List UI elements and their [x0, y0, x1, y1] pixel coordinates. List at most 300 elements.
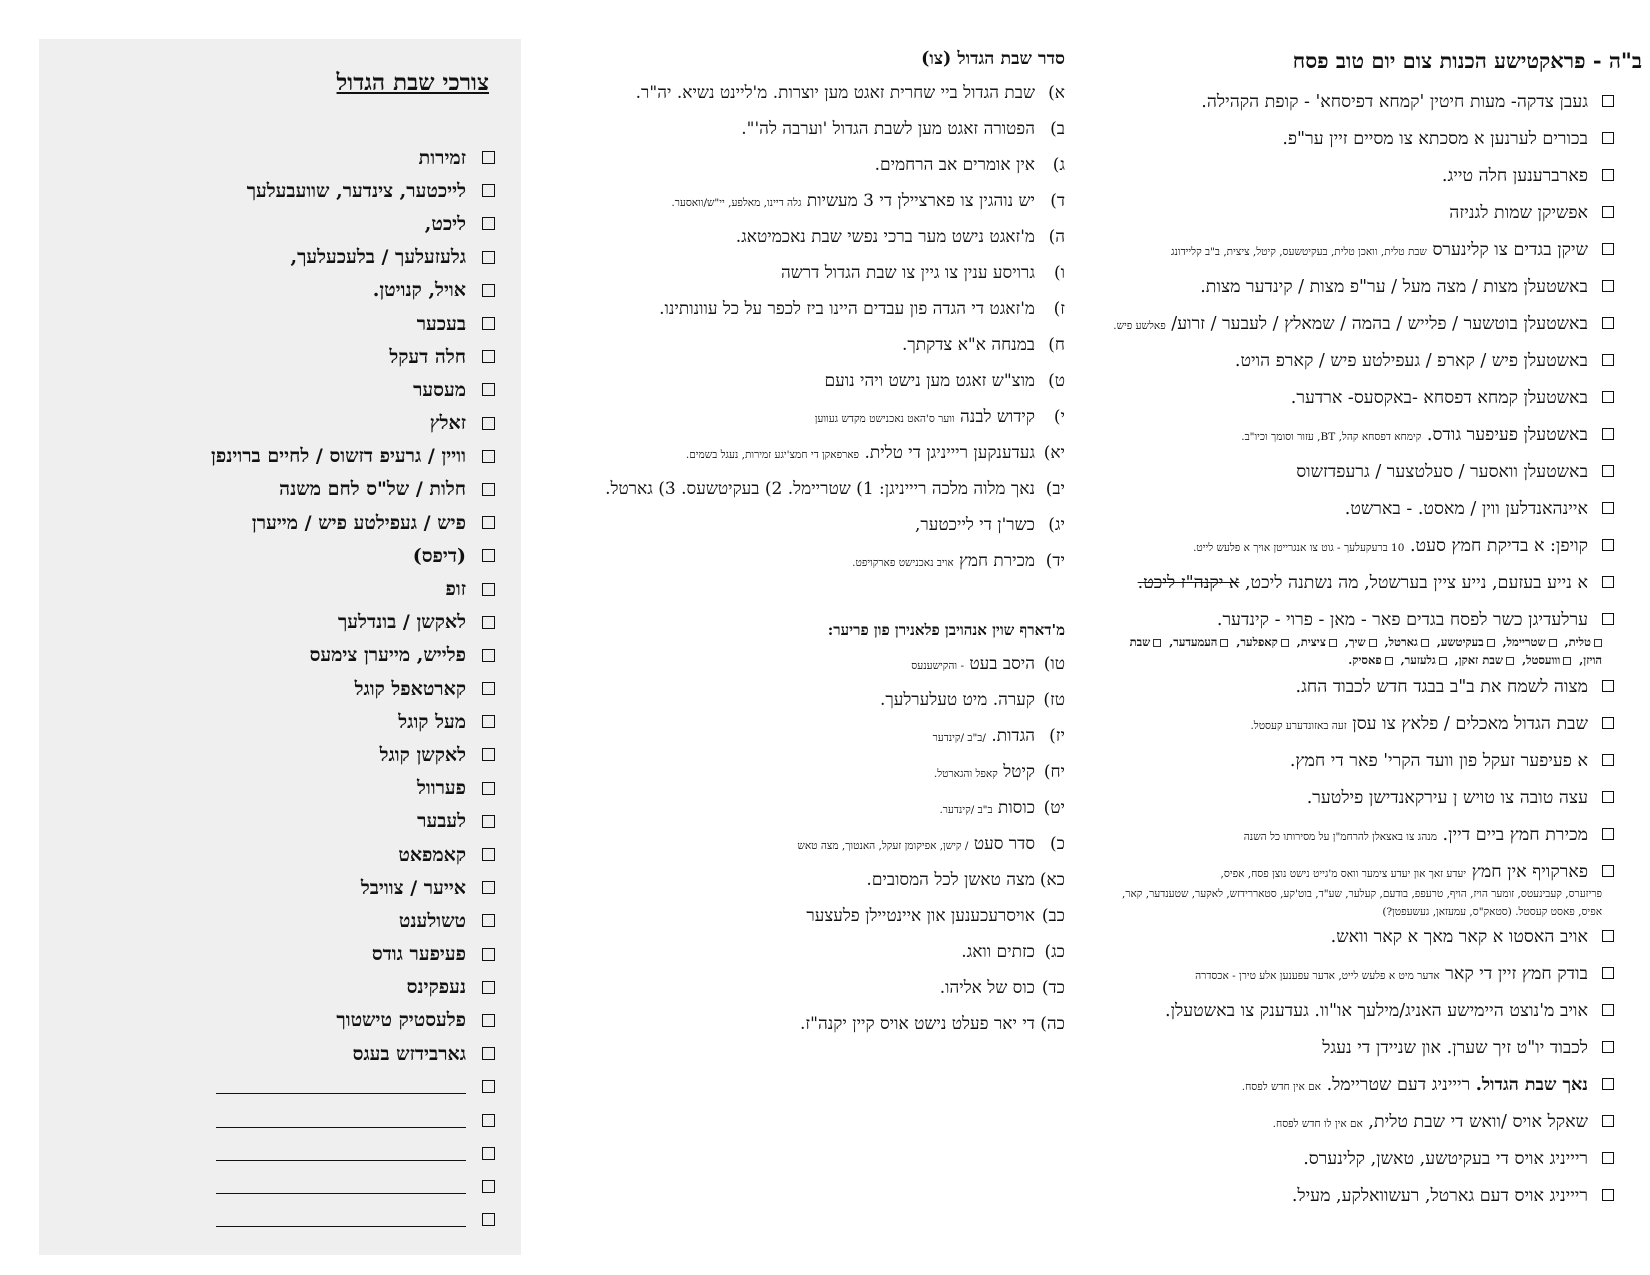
checklist-item: [1082, 129, 1642, 166]
order-item: [585, 1014, 1065, 1050]
checklist-item-text: מכירת חמץ ביים דיין. מנהג צו באצאלן להרחמ"ן על מסירותו כל השנה: [1243, 825, 1588, 845]
needs-item: [211, 141, 495, 174]
checkbox[interactable]: [1594, 639, 1602, 647]
checkbox[interactable]: [1385, 657, 1393, 665]
item-text: קידוש לבנה ווער ס'האט נאכנישט מקדש געווען: [814, 407, 1035, 427]
checklist-item-text: באשטעלן מצות / מצה מעל / ער"פ מצות / קינדער מצות.: [1200, 277, 1588, 297]
preparations-checklist: [1082, 92, 1642, 1223]
checkbox[interactable]: [482, 1147, 495, 1160]
needs-item: [211, 207, 495, 240]
checkbox[interactable]: [482, 948, 495, 961]
checkbox[interactable]: [1421, 639, 1429, 647]
item-text: מוצ"ש זאגט מען נישט ויהי נועם: [824, 371, 1035, 391]
needs-item: [211, 340, 495, 373]
order-item: [585, 227, 1065, 263]
item-note: זעה באזונדערע קעסטל.: [1250, 720, 1347, 732]
needs-item: [211, 805, 495, 838]
checklist-item: [1082, 788, 1642, 825]
checklist-item-text: שאקל אויס /וואש די שבת טלית, אם אין לו חדש לפסח.: [1272, 1112, 1588, 1132]
checkbox[interactable]: [482, 251, 495, 264]
checkbox[interactable]: [1602, 1189, 1614, 1201]
item-note: קאפל והגארטל.: [933, 768, 998, 780]
item-note: - והקישענעס: [911, 660, 964, 672]
item-note: קימחא דפסחא קהל, BT, עזור וסומך וכיו"ב.: [1241, 431, 1422, 443]
checklist-item-text: אויב מ'נוצט היימישע האניג/מילעך או"וו. געדענק צו באשטעלן.: [1165, 1001, 1588, 1021]
checklist-item: [1082, 1112, 1642, 1149]
checklist-item: [1082, 314, 1642, 351]
checkbox[interactable]: [1602, 280, 1614, 292]
item-label: יב): [1045, 479, 1065, 499]
clothing-item: שבת הויזן,: [1129, 635, 1602, 667]
needs-item-text: קארטאפל קוגל: [354, 677, 466, 700]
checkbox[interactable]: [1602, 428, 1614, 440]
item-text: במנחה א"א צדקתך.: [902, 335, 1035, 355]
item-text: קיטל קאפל והגארטל.: [933, 762, 1035, 782]
checklist-item: [1082, 1075, 1642, 1112]
item-text: קערה. מיט טעלערלעך.: [879, 690, 1035, 710]
checkbox[interactable]: [482, 317, 495, 330]
checklist-item-text: עצה טובה צו טויש ן עירקאנדישן פילטער.: [1306, 788, 1588, 808]
checklist-item: [1082, 751, 1642, 788]
item-label: כד): [1041, 978, 1065, 998]
checkbox[interactable]: [482, 516, 495, 529]
clothing-item: העמעדער,: [1169, 635, 1218, 649]
needs-item: [211, 971, 495, 1004]
order-item: [585, 515, 1065, 551]
item-label: יא): [1043, 443, 1065, 463]
item-text: אויסרעכענען און איינטיילן פלעצער: [806, 906, 1035, 926]
checkbox[interactable]: [482, 848, 495, 861]
checklist-item: [1082, 351, 1642, 388]
item-text: אין אומרים אב הרחמים.: [874, 155, 1035, 175]
item-text: כוסות ב"ב /קינדער.: [939, 798, 1035, 818]
item-label: ד): [1050, 191, 1065, 211]
needs-item-text: פלעסטיק טישטוך: [336, 1009, 466, 1032]
needs-item: [211, 639, 495, 672]
order-item: [585, 870, 1065, 906]
order-item: [585, 726, 1065, 762]
checkbox[interactable]: [482, 1180, 495, 1193]
needs-item: [211, 672, 495, 705]
checklist-item-text: באשטעלן פיש / קארפ / געפילטע פיש / קארפ הויט.: [1234, 351, 1588, 371]
checkbox[interactable]: [482, 350, 495, 363]
item-label: י): [1053, 407, 1065, 427]
needs-item: [211, 705, 495, 738]
blank-line[interactable]: [216, 1212, 466, 1227]
checklist-item: [1082, 825, 1642, 862]
checkbox[interactable]: [482, 284, 495, 297]
order-list: [585, 83, 1065, 587]
order-item: [585, 119, 1065, 155]
checkbox[interactable]: [482, 815, 495, 828]
item-note: פארפאקן די חמצ'יגע זמירות, נעגל בשמים.: [685, 449, 860, 461]
checkbox[interactable]: [1439, 657, 1447, 665]
item-note: פאלשע פיש.: [1113, 320, 1166, 332]
checklist-item-text: ריייניג אויס דעם גארטל, רעשוואלקע, מעיל.: [1291, 1186, 1588, 1206]
item-text: כזתים וואג.: [961, 942, 1035, 962]
clothing-item: ווועסטל,: [1522, 653, 1561, 667]
needs-item-text: מעסער: [413, 378, 466, 401]
needs-item: [211, 772, 495, 805]
item-text: כוס של אליהו.: [939, 978, 1035, 998]
item-note: יעדע זאך און יעדע צימער וואס מ'גייט נישט נוצן פסח, אפיס,: [1220, 868, 1467, 880]
checklist-item: [1082, 92, 1642, 129]
plan-ahead-title: מ'דארף שוין אנהויבן פלאנירן פון פריער:: [827, 621, 1065, 639]
checkbox[interactable]: [482, 483, 495, 496]
needs-item: [211, 938, 495, 971]
item-text: הפטורה זאגט מען לשבת הגדול 'וערבה לה'".: [741, 119, 1035, 139]
clothing-sublist: [1102, 633, 1642, 677]
checkbox[interactable]: [1602, 132, 1614, 144]
checklist-item: [1082, 964, 1642, 1001]
needs-item-text: פערוול: [416, 777, 466, 800]
checkbox[interactable]: [1602, 791, 1614, 803]
checkbox[interactable]: [482, 151, 495, 164]
needs-item-text: חלות / של"ס לחם משנה: [279, 478, 466, 501]
item-label: כב): [1041, 906, 1065, 926]
checklist-item-text: פארקויף אין חמץ יעדע זאך און יעדע צימער וואס מ'גייט נישט נוצן פסח, אפיס,: [1220, 862, 1588, 882]
checkbox[interactable]: [482, 715, 495, 728]
needs-item: [211, 572, 495, 605]
blank-line[interactable]: [216, 1179, 466, 1194]
order-item: [585, 798, 1065, 834]
item-note: 10 ברעקעלעך - גוט צו אנגרייטן אויך א פלעש לייט.: [1193, 542, 1405, 554]
clothing-item: גארטל,: [1384, 635, 1418, 649]
checklist-item-text: ריייניג אויס די בעקיטשע, טאשן, קלינערס.: [1303, 1149, 1588, 1169]
blank-needs-item: [211, 1070, 495, 1103]
needs-item-text: טשולענט: [398, 909, 466, 932]
item-text: יש נוהגין צו פארציילן די 3 מעשיות גלה דיינו, מאלפע, יי"ש/וואסער.: [671, 191, 1035, 211]
needs-item: [211, 307, 495, 340]
item-label: יח): [1043, 762, 1065, 782]
needs-item-text: לייכטער, צינדער, שוועבעלעך: [246, 179, 466, 202]
item-text: מ'זאגט די הגדה פון עבדים היינו ביז לכפר על כל עוונותינו.: [659, 299, 1035, 319]
needs-item-text: נעפקינס: [406, 976, 466, 999]
checkbox[interactable]: [1602, 680, 1614, 692]
order-item: [585, 155, 1065, 191]
order-item: [585, 443, 1065, 479]
checklist-item-text: נאך שבת הגדול. ריייניג דעם שטריימל. אם אין חדש לפסח.: [1241, 1075, 1588, 1095]
order-item: [585, 407, 1065, 443]
item-text: הגדות. /ב"ב /קינדער: [932, 726, 1035, 746]
item-label: ז): [1053, 299, 1065, 319]
item-label: יג): [1048, 515, 1065, 535]
checkbox[interactable]: [482, 649, 495, 662]
needs-item: [211, 539, 495, 572]
checkbox[interactable]: [482, 450, 495, 463]
item-note: מנהג צו באצאלן להרחמ"ן על מסירותו כל השנה: [1243, 831, 1437, 843]
clothing-item: פאסיק.: [1348, 653, 1382, 667]
middle-column-title: סדר שבת הגדול (צו): [921, 49, 1065, 69]
item-note: ווער ס'האט נאכנישט מקדש געווען: [814, 413, 955, 425]
checkbox[interactable]: [482, 981, 495, 994]
item-label: א): [1048, 83, 1065, 103]
checkbox[interactable]: [1281, 639, 1289, 647]
item-text: מ'זאגט נישט מער ברכי נפשי שבת נאכמיטאג.: [735, 227, 1035, 247]
order-item: [585, 942, 1065, 978]
checkbox[interactable]: [1220, 639, 1228, 647]
needs-item-text: אייער / צוויבל: [360, 876, 466, 899]
item-text: כשר'ן די לייכטער,: [915, 515, 1035, 535]
checklist-item-text: ערלעדיגן כשר לפסח בגדים פאר - מאן - פרוי - קינדער.: [1216, 610, 1588, 630]
needs-item-text: לאקשן / בונדלעך: [337, 611, 466, 634]
clothing-item: שיך,: [1344, 635, 1366, 649]
blank-needs-item: [211, 1203, 495, 1236]
item-label: כ): [1050, 834, 1065, 854]
checklist-item: [1082, 677, 1642, 714]
item-text: סדר סעט / קישן, אפיקומן זעקל, האנטוך, מצה טאש: [797, 834, 1035, 854]
needs-item-text: זופ: [445, 578, 466, 601]
item-label: כא): [1039, 870, 1065, 890]
checkbox[interactable]: [1602, 613, 1614, 625]
needs-item-text: פעיפער גודס: [371, 943, 466, 966]
checklist-item: [1082, 166, 1642, 203]
order-item: [585, 263, 1065, 299]
checkbox[interactable]: [482, 383, 495, 396]
checklist-item-text: בכורים לערנען א מסכתא צו מסיים זיין ער"פ.: [1282, 129, 1588, 149]
order-item: [585, 83, 1065, 119]
order-item: [585, 906, 1065, 942]
shabbos-needs-panel: [39, 39, 521, 1255]
checklist-item: [1082, 714, 1642, 751]
checklist-item-text: באשטעלן וואסער / סעלטצער / גרעפדזשוס: [1296, 462, 1588, 482]
checklist-item-text: באשטעלן פעיפער גודס. קימחא דפסחא קהל, BT, עזור וסומך וכיו"ב.: [1241, 425, 1588, 445]
clothing-item: בעקיטשע,: [1436, 635, 1484, 649]
checkbox[interactable]: [1563, 657, 1571, 665]
clothing-item: טלית,: [1564, 635, 1591, 649]
checkbox[interactable]: [1602, 539, 1614, 551]
item-label: ב): [1050, 119, 1065, 139]
item-label: יז): [1049, 726, 1065, 746]
checkbox[interactable]: [1602, 354, 1614, 366]
checklist-item-text: שבת הגדול מאכלים / פלאץ צו עסן זעה באזונדערע קעסטל.: [1250, 714, 1588, 734]
checklist-item: [1082, 462, 1642, 499]
needs-item-text: ליכט,: [424, 212, 466, 235]
checkbox[interactable]: [1602, 1152, 1614, 1164]
order-item: [585, 371, 1065, 407]
clothing-item: שבת זאקן,: [1454, 653, 1504, 667]
checklist-item-text: שיקן בגדים צו קלינערס שבת טלית, וואכן טלית, בעקיטשעס, קיטל, ציצית, ב"ב קליידונג: [1171, 240, 1588, 260]
checkbox[interactable]: [482, 1114, 495, 1127]
item-text: געדענקען ריייניגן די טלית. פארפאקן די חמצ'יגע זמירות, נעגל בשמים.: [685, 443, 1035, 463]
checkbox[interactable]: [482, 583, 495, 596]
checkbox[interactable]: [482, 1014, 495, 1027]
item-text: היסב בעט - והקישענעס: [911, 654, 1035, 674]
sell-chametz-detail: פריזערס, קעבינעטס, זומער הויז, הויף, טרעפפ, בודעם, קעלער, שע"ד, בוט'קע, סטאררידזש, לאקער, שטענדער, קאר, אפיס, פאסט קעסטל. (סטאק"ס, עמעזאן, געשעפטן?): [1122, 888, 1602, 918]
checklist-item-text: קויפן: א בדיקת חמץ סעט. 10 ברעקעלעך - גוט צו אנגרייטן אויך א פלעש לייט.: [1193, 536, 1588, 556]
needs-item: [211, 440, 495, 473]
shabbos-hagadol-order-column: [585, 48, 1065, 1050]
needs-item: [211, 904, 495, 937]
item-label: כג): [1044, 942, 1065, 962]
needs-item-text: חלה דעקל: [389, 345, 466, 368]
checkbox[interactable]: [1602, 1115, 1614, 1127]
item-note: / קישן, אפיקומן זעקל, האנטוך, מצה טאש: [797, 840, 969, 852]
checklist-item: [1082, 499, 1642, 536]
checkbox[interactable]: [482, 881, 495, 894]
checklist-item: [1082, 425, 1642, 462]
shabbos-needs-checklist: [211, 141, 495, 1236]
checklist-item: [1082, 927, 1642, 964]
blank-needs-item: [211, 1137, 495, 1170]
checkbox[interactable]: [1602, 95, 1614, 107]
item-label: ט): [1048, 371, 1065, 391]
checkbox[interactable]: [1602, 754, 1614, 766]
right-column-title: ב"ה - פראקטישע הכנות צום יום טוב פסח: [1292, 48, 1642, 73]
checkbox[interactable]: [1602, 1078, 1614, 1090]
checkbox[interactable]: [1602, 717, 1614, 729]
practical-preparations-column: [1082, 48, 1642, 1223]
checkbox[interactable]: [1602, 828, 1614, 840]
order-item: [585, 299, 1065, 335]
checklist-item: [1082, 388, 1642, 425]
checkbox[interactable]: [482, 748, 495, 761]
checklist-item-text: א נייע בעזעם, נייע ציין בערשטל, מה נשתנה ליכט, א יקנה"ז ליכט.: [1137, 573, 1588, 593]
needs-item-text: גארבידזש בעגס: [352, 1042, 466, 1065]
needs-item-text: זאלץ: [429, 412, 466, 435]
needs-item: [211, 1004, 495, 1037]
checkbox[interactable]: [1602, 967, 1614, 979]
needs-item: [211, 606, 495, 639]
needs-item-text: פיש / געפילטע פיש / מייערן: [251, 511, 466, 534]
needs-item: [211, 407, 495, 440]
checklist-item-text: אפשיקן שמות לגניזה: [1449, 203, 1588, 223]
item-text: נאך מלוה מלכה ריייניגן: 1) שטריימל. 2) בעקיטשעס. 3) גארטל.: [605, 479, 1035, 499]
checklist-item: [1082, 1001, 1642, 1038]
needs-item: [211, 373, 495, 406]
checkbox[interactable]: [1549, 639, 1557, 647]
checkbox[interactable]: [482, 1080, 495, 1093]
checkbox[interactable]: [1602, 1004, 1614, 1016]
checklist-item-text: איינהאנדלען ווין / מאסט. - בארשט.: [1344, 499, 1588, 519]
checkbox[interactable]: [482, 682, 495, 695]
checkbox[interactable]: [1602, 465, 1614, 477]
checkbox[interactable]: [1602, 206, 1614, 218]
item-label: ח): [1048, 335, 1065, 355]
checkbox[interactable]: [482, 417, 495, 430]
item-note: שבת טלית, וואכן טלית, בעקיטשעס, קיטל, ציצית, ב"ב קליידונג: [1171, 246, 1427, 258]
checkbox[interactable]: [1329, 639, 1337, 647]
needs-item-text: וויין / גרעיפ דזשוס / לחיים ברוינפן: [211, 445, 466, 468]
item-note: אויב נאכנישט פארקויפט.: [852, 557, 954, 569]
checklist-item-text: בודק חמץ זיין די קאר אדער מיט א פלעש לייט, אדער עפענען אלע טירן - אכסדרה: [1195, 964, 1588, 984]
left-panel-title: צורכי שבת הגדול: [336, 69, 489, 96]
checkbox[interactable]: [482, 782, 495, 795]
checklist-item-text: א פעיפער זעקל פון וועד הקרי' פאר די חמץ.: [1289, 751, 1588, 771]
checkbox[interactable]: [482, 184, 495, 197]
order-item: [585, 479, 1065, 515]
checklist-item: [1082, 573, 1642, 610]
checkbox[interactable]: [1602, 576, 1614, 588]
checklist-item: [1082, 1149, 1642, 1186]
checkbox[interactable]: [482, 217, 495, 230]
order-item: [585, 762, 1065, 798]
blank-line[interactable]: [216, 1079, 466, 1094]
needs-item: [211, 274, 495, 307]
needs-item-text: בעכער: [416, 312, 466, 335]
needs-item-text: זמירות: [418, 146, 466, 169]
item-text: מכירת חמץ אויב נאכנישט פארקויפט.: [852, 551, 1035, 571]
order-item: [585, 834, 1065, 870]
needs-item-text: לעבער: [417, 810, 466, 833]
checklist-item-text: פארברענען חלה טייג.: [1441, 166, 1588, 186]
order-item: [585, 690, 1065, 726]
checkbox[interactable]: [1602, 169, 1614, 181]
blank-needs-item: [211, 1170, 495, 1203]
checklist-item: [1082, 1038, 1642, 1075]
checkbox[interactable]: [1602, 502, 1614, 514]
needs-item-text: קאמפאט: [398, 843, 466, 866]
checklist-item: [1082, 203, 1642, 240]
checkbox[interactable]: [482, 914, 495, 927]
item-note: אם אין לו חדש לפסח.: [1272, 1118, 1363, 1130]
checkbox[interactable]: [1153, 639, 1161, 647]
needs-item: [211, 241, 495, 274]
clothing-item: שטריימל,: [1502, 635, 1546, 649]
checkbox[interactable]: [1369, 639, 1377, 647]
needs-item-text: אויל, קנויטן.: [372, 279, 466, 302]
needs-item: [211, 838, 495, 871]
needs-item-text: פלייש, מייערן צימעס: [309, 644, 466, 667]
item-bold-text: נאך שבת הגדול.: [1475, 1075, 1588, 1095]
needs-item-text: (דיפס): [412, 544, 466, 567]
checkbox[interactable]: [1602, 243, 1614, 255]
needs-item: [211, 506, 495, 539]
item-text: שבת הגדול ביי שחרית זאגט מען יוצרות. מ'ליינט נשיא. יה"ר.: [635, 83, 1035, 103]
item-note: /ב"ב /קינדער: [932, 732, 986, 744]
checklist-item-text: לכבוד יו"ט זיך שערן. און שניידן די נעגל: [1322, 1038, 1588, 1058]
checkbox[interactable]: [1487, 639, 1495, 647]
checklist-item-text: באשטעלן קמחא דפסחא -באקסעס- ארדער.: [1290, 388, 1588, 408]
plan-ahead-list: [585, 654, 1065, 1050]
order-item: [585, 654, 1065, 690]
item-label: כה): [1040, 1014, 1065, 1034]
item-note: אדער מיט א פלעש לייט, אדער עפענען אלע טירן - אכסדרה: [1195, 970, 1440, 982]
clothing-item: ציצית,: [1296, 635, 1326, 649]
blank-line[interactable]: [216, 1113, 466, 1128]
checkbox[interactable]: [1602, 1041, 1614, 1053]
item-label: טז): [1043, 690, 1065, 710]
checkbox[interactable]: [1602, 930, 1614, 942]
clothing-item: גלעזער,: [1400, 653, 1436, 667]
item-note: גלה דיינו, מאלפע, יי"ש/וואסער.: [671, 197, 802, 209]
struck-text: א יקנה"ז ליכט.: [1137, 573, 1240, 593]
order-item: [585, 191, 1065, 227]
checklist-item: [1082, 1186, 1642, 1223]
needs-item-text: גלעזעלעך / בלעכעלעך,: [290, 246, 466, 269]
checkbox[interactable]: [482, 1213, 495, 1226]
item-note: ב"ב /קינדער.: [939, 804, 993, 816]
item-label: ו): [1054, 263, 1065, 283]
checklist-item-text: מצוה לשמח את ב"ב בבגד חדש לכבוד החג.: [1295, 677, 1588, 697]
checkbox[interactable]: [1602, 317, 1614, 329]
checkbox[interactable]: [482, 549, 495, 562]
checkbox[interactable]: [482, 616, 495, 629]
needs-item: [211, 473, 495, 506]
checklist-item-text: אויב האסטו א קאר מאך א קאר וואש.: [1330, 927, 1588, 947]
checkbox[interactable]: [1602, 865, 1614, 877]
checkbox[interactable]: [1506, 657, 1514, 665]
blank-needs-item: [211, 1103, 495, 1136]
checkbox[interactable]: [1602, 391, 1614, 403]
item-label: ה): [1048, 227, 1065, 247]
checklist-item-text: באשטעלן בוטשער / פלייש / בהמה / שמאלץ / לעבער / זרוע/ פאלשע פיש.: [1113, 314, 1588, 334]
needs-item-text: מעל קוגל: [398, 710, 466, 733]
item-text: גרויסע ענין צו גיין צו שבת הגדול דרשה: [780, 263, 1035, 283]
checkbox[interactable]: [482, 1047, 495, 1060]
blank-line[interactable]: [216, 1146, 466, 1161]
order-item: [585, 551, 1065, 587]
